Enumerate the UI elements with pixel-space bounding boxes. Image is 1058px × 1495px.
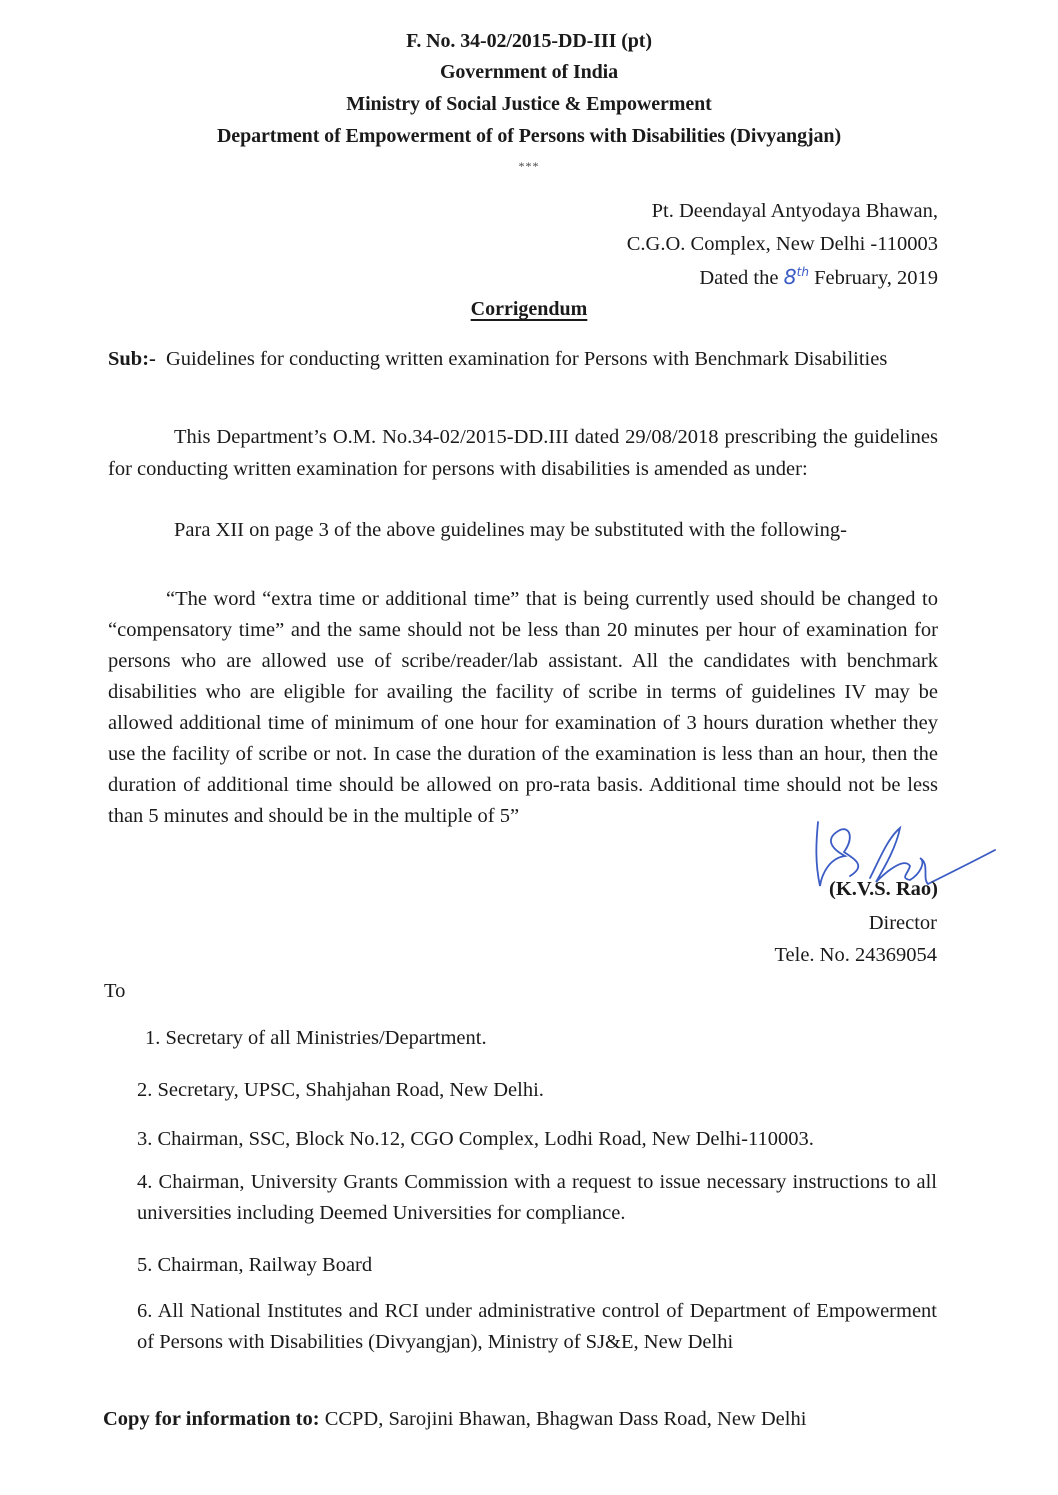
body-paragraph-2: Para XII on page 3 of the above guidelines may be substituted with the following- xyxy=(174,519,847,541)
dated-line xyxy=(699,265,938,290)
document-title: Corrigendum xyxy=(470,298,588,320)
signatory-name: (K.V.S. Rao) xyxy=(829,878,938,900)
address-line-1: Pt. Deendayal Antyodaya Bhawan, xyxy=(651,200,938,222)
recipient-item-3: 3. Chairman, SSC, Block No.12, CGO Complex, Lodhi Road, New Delhi-110003. xyxy=(137,1128,814,1150)
subject-text: Guidelines for conducting written examination for Persons with Benchmark Disabilities xyxy=(166,348,888,370)
handwritten-day xyxy=(784,265,809,289)
dated-prefix: Dated the xyxy=(699,267,779,289)
dated-rest: February, 2019 xyxy=(814,267,938,289)
separator: *** xyxy=(518,159,540,173)
copy-to-text: CCPD, Sarojini Bhawan, Bhagwan Dass Road, New Delhi xyxy=(324,1408,807,1430)
body-paragraph-1: This Department’s O.M. No.34-02/2015-DD.III dated 29/08/2018 prescribing the guidelines for conducting written examination for persons with disabilities is amended as under: xyxy=(108,426,938,480)
day-number: 8 xyxy=(783,265,797,289)
government-heading: Government of India xyxy=(439,61,619,83)
day-suffix: th xyxy=(796,265,809,280)
signatory-phone: Tele. No. 24369054 xyxy=(774,944,937,966)
copy-to xyxy=(103,1408,963,1431)
to-label: To xyxy=(104,980,126,1002)
department-heading: Department of Empowerment of of Persons with Disabilities (Divyangjan) xyxy=(216,125,842,147)
ministry-heading: Ministry of Social Justice & Empowerment xyxy=(346,93,712,115)
subject xyxy=(108,344,938,376)
recipient-item-2: 2. Secretary, UPSC, Shahjahan Road, New Delhi. xyxy=(137,1079,544,1101)
copy-to-label: Copy for information to: xyxy=(103,1408,320,1430)
recipient-item-5: 5. Chairman, Railway Board xyxy=(137,1254,373,1276)
amendment-quote: “The word “extra time or additional time” that is being currently used should be changed to “compensatory time” and the same should not be less than 20 minutes per hour of examination for persons who are allowed use of scribe/reader/lab assistant. All the candidates with benchmark disabilities who are eligible for availing the facility of scribe in terms of guidelines IV may be allowed additional time of minimum of one hour for examination of 3 hours duration whether they use the facility of scribe or not. In case the duration of the examination is less than an hour, then the duration of additional time should be allowed on pro-rata basis. Additional time should not be less than 5 minutes and should be in the multiple of 5” xyxy=(108,588,938,827)
signatory-designation: Director xyxy=(868,912,937,934)
address-line-2: C.G.O. Complex, New Delhi -110003 xyxy=(626,233,938,255)
file-number: F. No. 34-02/2015-DD-III (pt) xyxy=(406,30,652,52)
title-wrapper xyxy=(0,298,1058,321)
recipient-item-6: 6. All National Institutes and RCI under administrative control of Department of Empowerment of Persons with Disabilities (Divyangjan), Ministry of SJ&E, New Delhi xyxy=(137,1300,937,1353)
recipient-item-1: 1. Secretary of all Ministries/Department. xyxy=(145,1027,487,1049)
recipient-item-4: 4. Chairman, University Grants Commission with a request to issue necessary instructions to all universities including Deemed Universities for compliance. xyxy=(137,1171,937,1224)
subject-label: Sub:- xyxy=(108,348,156,370)
